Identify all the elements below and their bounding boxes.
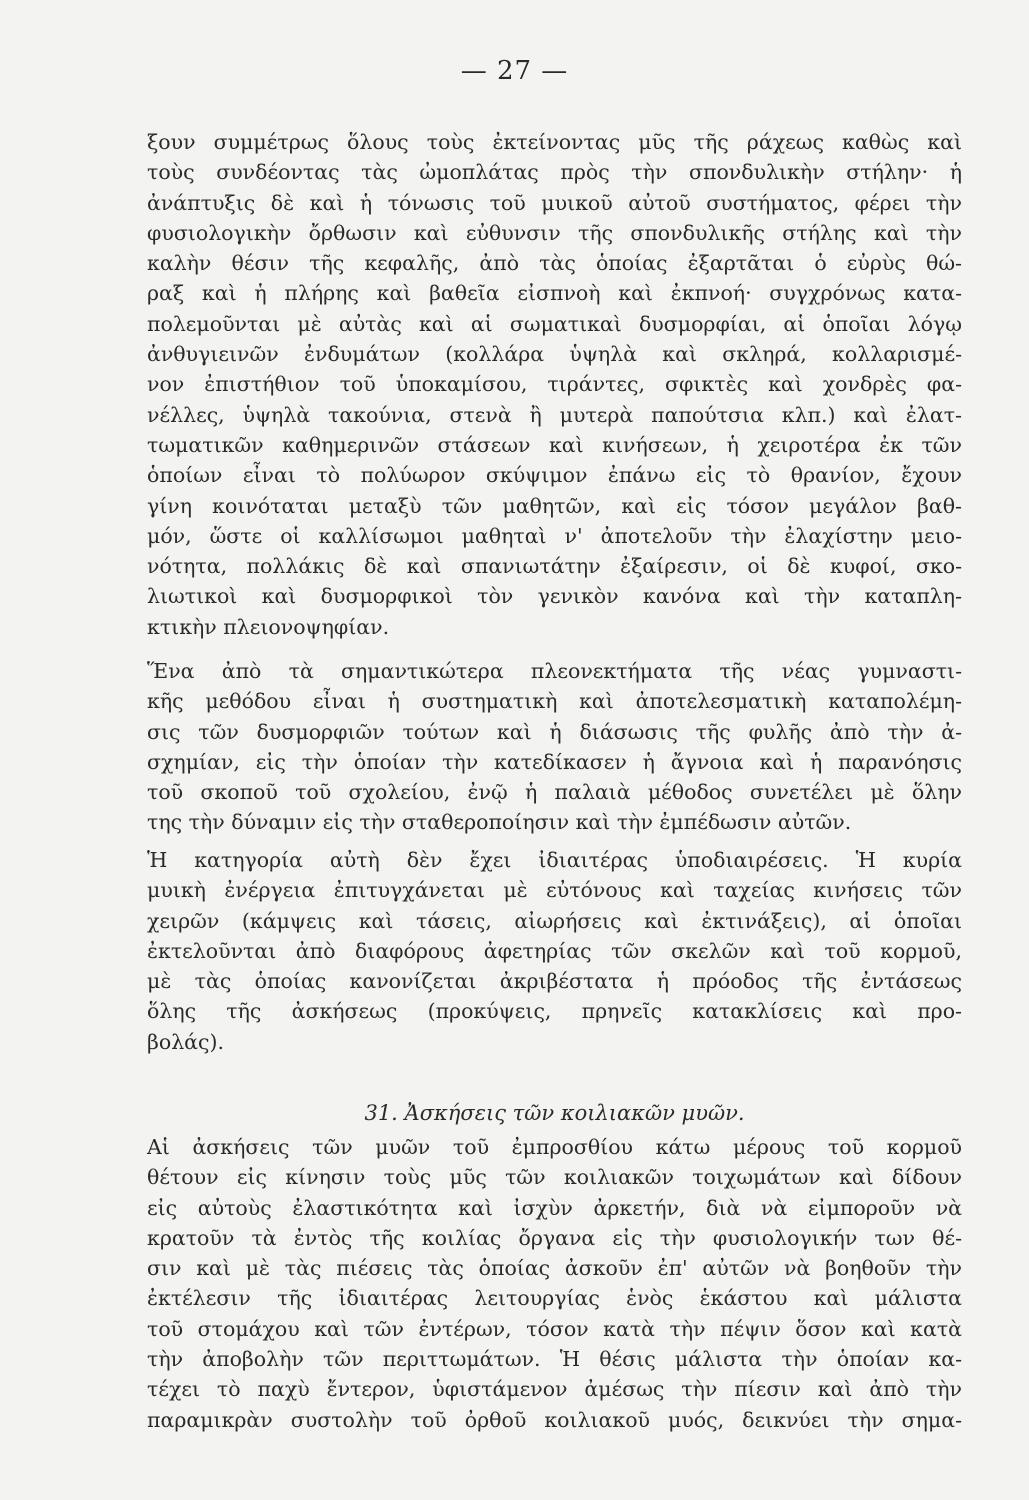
- text-line: ὁποίων εἶναι τὸ πολύωρον σκύψιμον ἐπάνω εἰς τὸ θρανίον, ἔχουν: [147, 463, 962, 488]
- text-line: ἀνθυγιεινῶν ἐνδυμάτων (κολλάρα ὑψηλὰ καὶ σκληρά, κολλαρισμέ-: [147, 342, 962, 367]
- text-line: καλὴν θέσιν τῆς κεφαλῆς, ἀπὸ τὰς ὁποίας ἐξαρτᾶται ὁ εὐρὺς θώ-: [147, 251, 962, 276]
- text-line: νέλλες, ὑψηλὰ τακούνια, στενὰ ἢ μυτερὰ παπούτσια κλπ.) καὶ ἐλατ-: [147, 402, 962, 427]
- text-line: μὲ τὰς ὁποίας κανονίζεται ἀκριβέστατα ἡ πρόοδος τῆς ἐντάσεως: [147, 969, 962, 994]
- text-line: ξουν συμμέτρως ὅλους τοὺς ἐκτείνοντας μῦς τῆς ράχεως καθὼς καὶ: [147, 130, 962, 154]
- text-line: σχημίαν, εἰς τὴν ὁποίαν τὴν κατεδίκασεν ἡ ἄγνοια καὶ ἡ παρανόησις: [147, 749, 962, 774]
- section-heading: 31. Ἀσκήσεις τῶν κοιλιακῶν μυῶν.: [364, 1101, 745, 1125]
- text-line: βολάς).: [147, 1029, 225, 1054]
- text-line: ἐκτελοῦνται ἀπὸ διαφόρους ἀφετηρίας τῶν σκελῶν καὶ τοῦ κορμοῦ,: [147, 938, 962, 963]
- text-line: τὴν ἀποβολὴν τῶν περιττωμάτων. Ἡ θέσις μάλιστα τὴν ὁποίαν κα-: [147, 1347, 962, 1372]
- text-line: τοῦ στομάχου καὶ τῶν ἐντέρων, τόσον κατὰ τὴν πέψιν ὅσον καὶ κατὰ: [147, 1316, 962, 1341]
- text-line: ὅλης τῆς ἀσκήσεως (προκύψεις, πρηνεῖς κατακλίσεις καὶ προ-: [147, 999, 962, 1024]
- text-line: λιωτικοὶ καὶ δυσμορφικοὶ τὸν γενικὸν κανόνα καὶ τὴν καταπλη-: [147, 584, 962, 609]
- paragraph-4: [147, 1132, 962, 1435]
- text-line: Αἱ ἀσκήσεις τῶν μυῶν τοῦ ἐμπροσθίου κάτω μέρους τοῦ κορμοῦ: [147, 1135, 962, 1159]
- paragraph-2: [147, 656, 962, 838]
- text-line: κρατοῦν τὰ ἐντὸς τῆς κοιλίας ὄργανα εἰς τὴν φυσιολογικήν των θέ-: [147, 1225, 962, 1250]
- text-line: εἰς αὐτοὺς ἐλαστικότητα καὶ ἰσχὺν ἀρκετήν, διὰ νὰ εἰμποροῦν νὰ: [147, 1195, 962, 1220]
- text-line: τοῦ σκοποῦ τοῦ σχολείου, ἐνῷ ἡ παλαιὰ μέθοδος συνετέλει μὲ ὅλην: [147, 780, 962, 805]
- text-line: πολεμοῦνται μὲ αὐτὰς καὶ αἱ σωματικαὶ δυσμορφίαι, αἱ ὁποῖαι λόγῳ: [147, 311, 962, 336]
- text-line: φυσιολογικὴν ὄρθωσιν καὶ εὐθυνσιν τῆς σπονδυλικῆς στήλης καὶ τὴν: [147, 220, 962, 245]
- text-line: της τὴν δύναμιν εἰς τὴν σταθεροποίησιν καὶ τὴν ἐμπέδωσιν αὐτῶν.: [147, 810, 852, 835]
- paragraph-3: [147, 845, 962, 1057]
- text-line: σιν καὶ μὲ τὰς πιέσεις τὰς ὁποίας ἀσκοῦν ἐπ' αὐτῶν νὰ βοηθοῦν τὴν: [147, 1256, 962, 1281]
- text-line: ἀνάπτυξις δὲ καὶ ἡ τόνωσις τοῦ μυικοῦ αὐτοῦ συστήματος, φέρει τὴν: [147, 190, 962, 215]
- text-line: Ἡ κατηγορία αὐτὴ δὲν ἔχει ἰδιαιτέρας ὑποδιαιρέσεις. Ἡ κυρία: [147, 848, 962, 872]
- text-line: τωματικῶν καθημερινῶν στάσεων καὶ κινήσεων, ἡ χειροτέρα ἐκ τῶν: [147, 432, 962, 457]
- text-line: σις τῶν δυσμορφιῶν τούτων καὶ ἡ διάσωσις τῆς φυλῆς ἀπὸ τὴν ἀ-: [147, 719, 962, 744]
- text-line: χειρῶν (κάμψεις καὶ τάσεις, αἰωρήσεις καὶ ἐκτινάξεις), αἱ ὁποῖαι: [147, 908, 962, 933]
- text-line: γίνη κοινόταται μεταξὺ τῶν μαθητῶν, καὶ εἰς τόσον μεγάλον βαθ-: [147, 493, 962, 518]
- text-line: τέχει τὸ παχὺ ἔντερον, ὑφιστάμενον ἀμέσως τὴν πίεσιν καὶ ἀπὸ τὴν: [147, 1377, 962, 1402]
- text-line: θέτουν εἰς κίνησιν τοὺς μῦς τῶν κοιλιακῶν τοιχωμάτων καὶ δίδουν: [147, 1165, 962, 1190]
- text-line: μόν, ὥστε οἱ καλλίσωμοι μαθηταὶ ν' ἀποτελοῦν τὴν ἐλαχίστην μειο-: [147, 523, 962, 548]
- text-line: κτικὴν πλειονοψηφίαν.: [147, 614, 390, 639]
- text-line: παραμικρὰν συστολὴν τοῦ ὀρθοῦ κοιλιακοῦ μυός, δεικνύει τὴν σημα-: [147, 1407, 962, 1432]
- text-line: κῆς μεθόδου εἶναι ἡ συστηματικὴ καὶ ἀποτελεσματικὴ καταπολέμη-: [147, 689, 962, 714]
- text-line: νον ἐπιστήθιον τοῦ ὑποκαμίσου, τιράντες, σφικτὲς καὶ χονδρὲς φα-: [147, 372, 962, 397]
- text-line: νότητα, πολλάκις δὲ καὶ σπανιωτάτην ἐξαίρεσιν, οἱ δὲ κυφοί, σκο-: [147, 554, 962, 579]
- text-line: τοὺς συνδέοντας τὰς ὠμοπλάτας πρὸς τὴν σπονδυλικὴν στήλην· ἡ: [147, 160, 962, 185]
- page-number: — 27 —: [460, 56, 569, 86]
- paragraph-1: [147, 127, 962, 642]
- text-line: Ἕνα ἀπὸ τὰ σημαντικώτερα πλεονεκτήματα τῆς νέας γυμναστι-: [147, 659, 962, 683]
- text-line: ἐκτέλεσιν τῆς ἰδιαιτέρας λειτουργίας ἑνὸς ἑκάστου καὶ μάλιστα: [147, 1286, 962, 1311]
- text-line: μυικὴ ἐνέργεια ἐπιτυγχάνεται μὲ εὐτόνους καὶ ταχείας κινήσεις τῶν: [147, 878, 962, 903]
- text-line: ραξ καὶ ἡ πλήρης καὶ βαθεῖα εἰσπνοὴ καὶ ἐκπνοή· συγχρόνως κατα-: [147, 281, 962, 306]
